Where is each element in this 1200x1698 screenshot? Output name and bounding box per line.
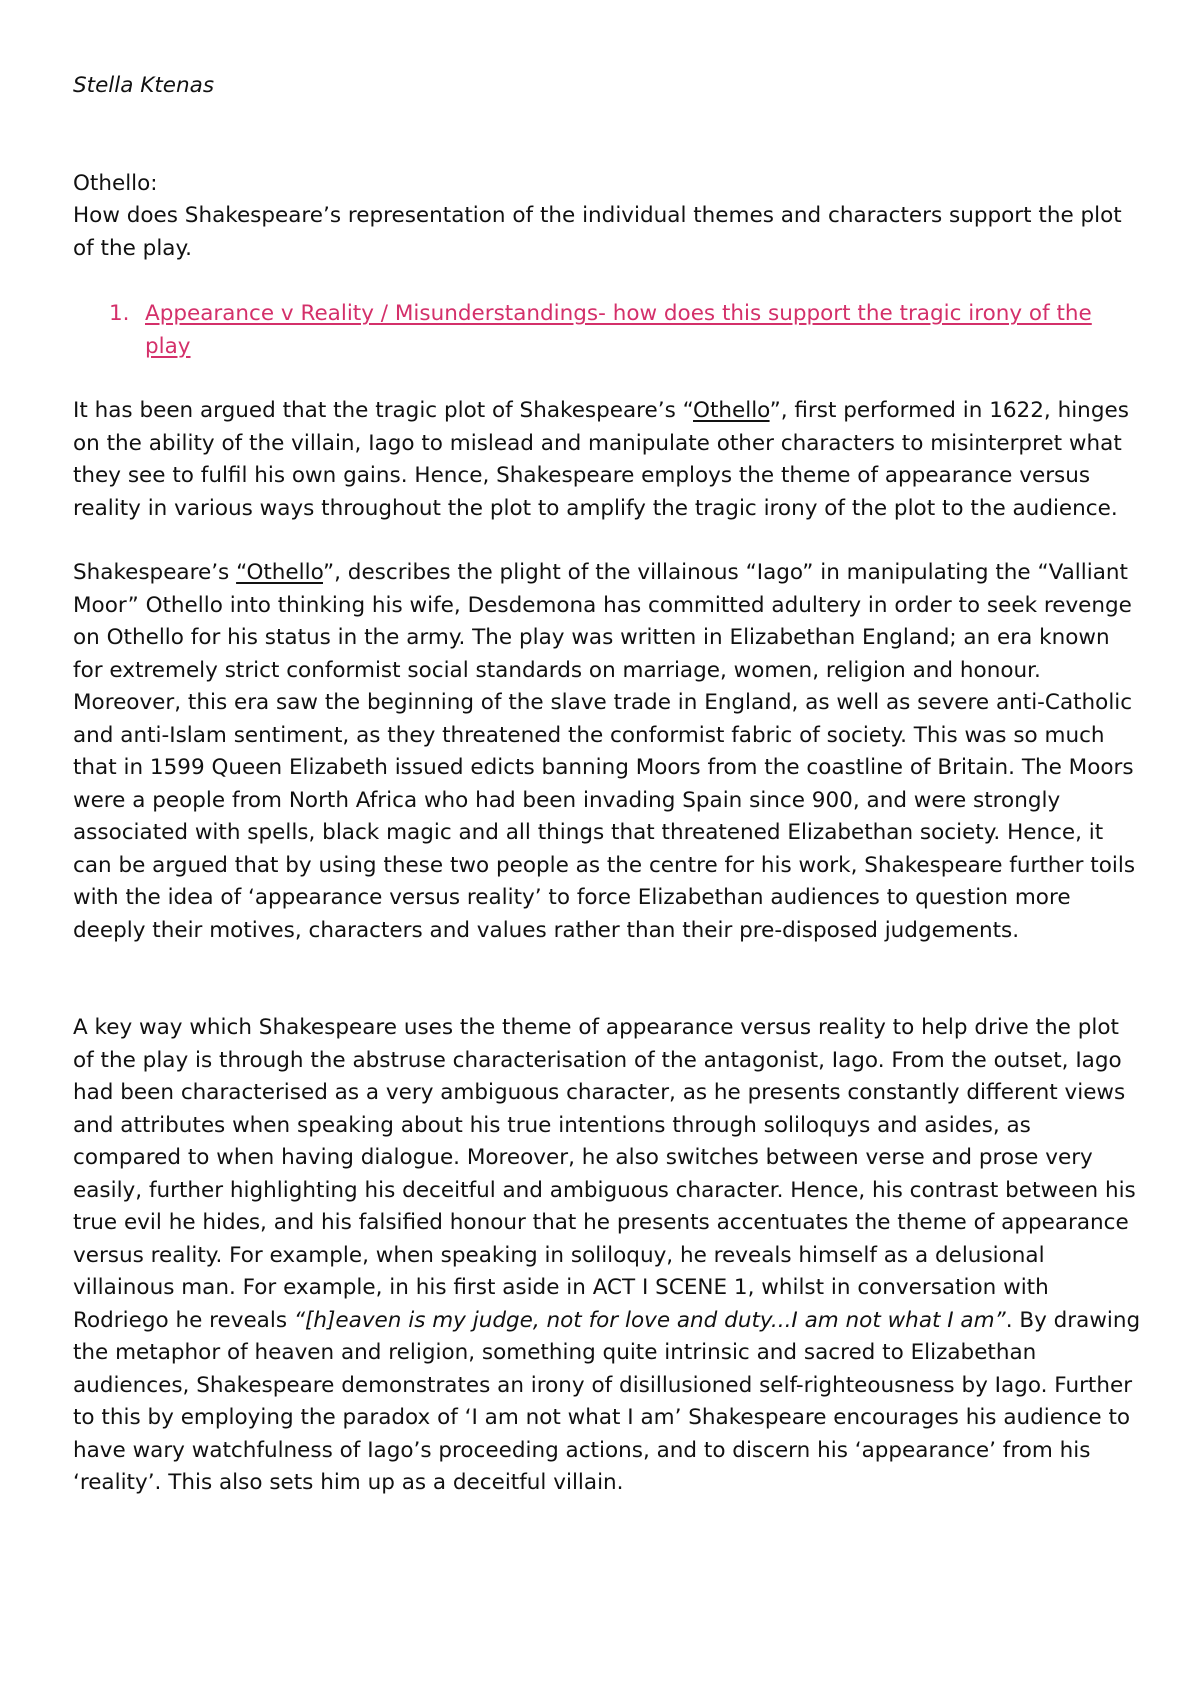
section-number: 1. [109, 301, 130, 326]
paragraph-text: A key way which Shakespeare uses the theme of appearance versus reality to help drive the plot of the play is through the abstruse characterisation of the antagonist, Iago. From the outset, Iago had been characterised as a very ambiguous character, as he presents constantly different views and attributes when speaking about his true intentions through soliloquys and asides, as compared to when having dialogue. Moreover, he also switches between verse and prose very easily, further highlighting his deceitful and ambiguous character. Hence, his contrast between his true evil he hides, and his falsified honour that he presents accentuates the theme of appearance versus reality. For example, when speaking in soliloquy, he reveals himself as a delusional villainous man. For example, in his first aside in ACT I SCENE 1, whilst in conversation with Rodriego he reveals [73, 1015, 1136, 1333]
essay-question: How does Shakespeare’s representation of the individual themes and characters support the plot of the play. [73, 203, 1122, 261]
document-title: Othello: [73, 170, 158, 196]
paragraph-text: Shakespeare’s [73, 560, 237, 585]
quotation: “[h]eaven is my judge, not for love and duty...I am not what I am” [293, 1307, 1006, 1333]
section-heading [73, 298, 1143, 363]
section-heading-text: Appearance v Reality / Misunderstandings- how does this support the tragic irony of the play [145, 301, 1092, 359]
play-title: “Othello [236, 560, 323, 585]
document-page [73, 70, 1143, 1500]
paragraph-text: ”, describes the plight of the villainous “Iago” in manipulating the “Valliant Moor” Othello into thinking his wife, Desdemona has committed adultery in order to seek revenge on Othello for his status in the army. The play was written in Elizabethan England; an era known for extremely strict conformist social standards on marriage, women, religion and honour. Moreover, this era saw the beginning of the slave trade in England, as well as severe anti-Catholic and anti-Islam sentiment, as they threatened the conformist fabric of society. This was so much that in 1599 Queen Elizabeth issued edicts banning Moors from the coastline of Britain. The Moors were a people from North Africa who had been invading Spain since 900, and were strongly associated with spells, black magic and all things that threatened Elizabethan society. Hence, it can be argued that by using these two people as the centre for his work, Shakespeare further toils with the idea of ‘appearance versus reality’ to force Elizabethan audiences to question more deeply their motives, characters and values rather than their pre-disposed judgements. [73, 560, 1136, 943]
spacer [73, 103, 1143, 168]
paragraph-text: . By drawing the metaphor of heaven and religion, something quite intrinsic and sacred to Elizabethan audiences, Shakespeare demonstrates an irony of disillusioned self-righteousness by Iago. Further to this by employing the paradox of ‘I am not what I am’ Shakespeare encourages his audience to have wary watchfulness of Iago’s proceeding actions, and to discern his ‘appearance’ from his ‘reality’. This also sets him up as a deceitful villain. [73, 1307, 1141, 1495]
paragraph-context [73, 557, 1143, 947]
paragraph-intro [73, 395, 1143, 525]
paragraph-analysis [73, 1012, 1143, 1500]
author-name: Stella Ktenas [73, 73, 215, 98]
play-title: Othello [693, 398, 770, 423]
paragraph-text: ”, first performed in 1622, hinges on the ability of the villain, Iago to mislead and manipulate other characters to misinterpret what they see to fulfil his own gains. Hence, Shakespeare employs the theme of appearance versus reality in various ways throughout the plot to amplify the tragic irony of the plot to the audience. [73, 398, 1129, 521]
paragraph-text: It has been argued that the tragic plot of Shakespeare’s “ [73, 398, 694, 423]
section-heading-list [73, 298, 1143, 363]
